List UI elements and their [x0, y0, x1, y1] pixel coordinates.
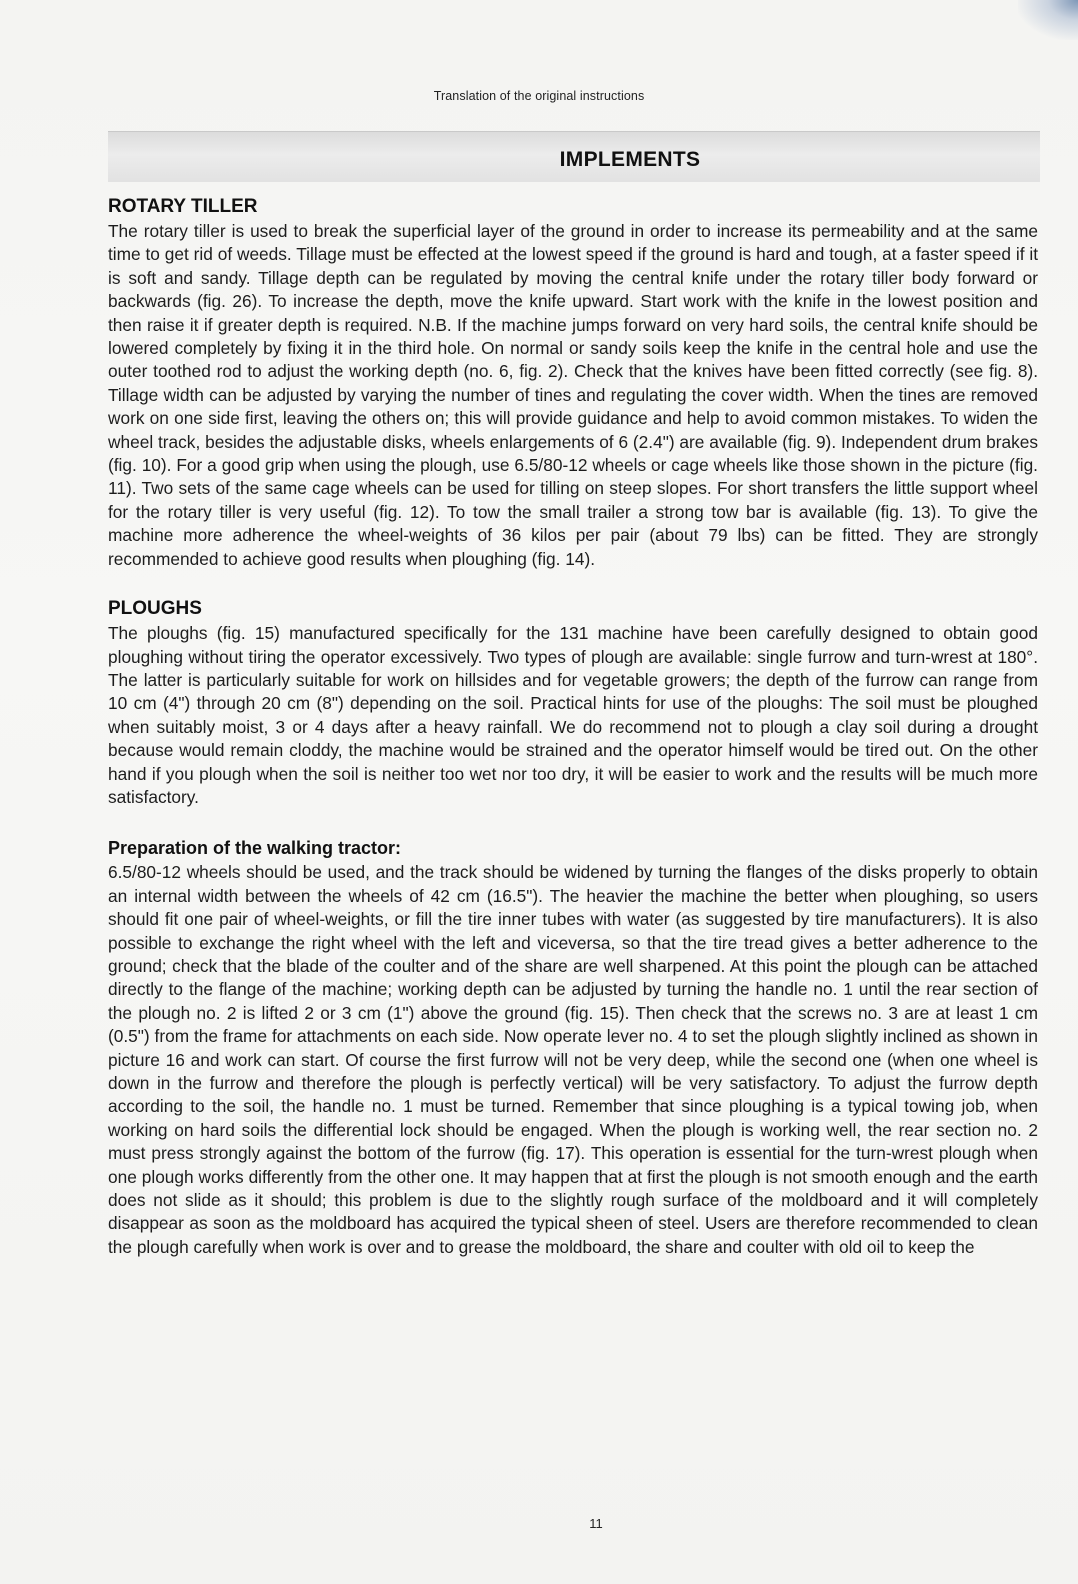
header-note: Translation of the original instructions: [433, 89, 645, 103]
rotary-tiller-section: [108, 196, 1038, 571]
ploughs-heading: PLOUGHS: [108, 598, 202, 620]
ploughs-paragraph: The ploughs (fig. 15) manufactured specifically for the 131 machine have been carefully designed to obtain good ploughing without tiring the operator excessively. Two types of plough are available: single furrow and turn-wrest at 180°. The latter is particularly suitable for work on hillsides and for vegetable growers; the depth of the furrow can range from 10 cm (4") through 20 cm (8") depending on the soil. Practical hints for use of the ploughs: The soil must be ploughed when suitably moist, 3 or 4 days after a heavy rainfall. We do recommend not to plough a clay soil during a drought because would remain cloddy, the machine would be strained and the operator himself would be tired out. On the other hand if you plough when the soil is neither too wet nor too dry, it will be easier to work and the results will be much more satisfactory.: [108, 623, 1038, 807]
section-title: IMPLEMENTS: [559, 148, 701, 171]
rotary-tiller-heading: ROTARY TILLER: [108, 196, 258, 217]
page-content: [108, 196, 1038, 1259]
preparation-section: [108, 837, 1038, 1259]
rotary-tiller-paragraph: The rotary tiller is used to break the superficial layer of the ground in order to increase its permeability and at the same time to get rid of weeds. Tillage must be effected at the lowest speed if the ground is hard and tough, at a faster speed if it is soft and sandy. Tillage depth can be regulated by moving the central knife under the rotary tiller body forward or backwards (fig. 26). To increase the depth, move the knife upward. Start work with the knife in the lowest position and then raise it if greater depth is required. N.B. If the machine jumps forward on very hard soils, the central knife should be lowered completely by fixing it in the third hole. On normal or sandy soils keep the knife in the central hole and use the outer toothed rod to adjust the working depth (no. 6, fig. 2). Check that the knives have been fitted correctly (see fig. 8). Tillage width can be adjusted by varying the number of tines and regulating the cover width. When the tines are removed work on one side first, leaving the others on; this will provide guidance and help to avoid common mistakes. To widen the wheel track, besides the adjustable disks, wheels enlargements of 6 (2.4") are available (fig. 9). Independent drum brakes (fig. 10). For a good grip when using the plough, use 6.5/80-12 wheels or cage wheels like those shown in the picture (fig. 11). Two sets of the same cage wheels can be used for tilling on steep slopes. For short transfers the little support wheel for the rotary tiller is very useful (fig. 12). To tow the small trailer a strong tow bar is available (fig. 13). To give the machine more adherence the wheel-weights of 36 kilos per pair (about 79 lbs) can be fitted. They are strongly recommended to achieve good results when ploughing (fig. 14).: [108, 221, 1038, 569]
ploughs-section: [108, 598, 1038, 809]
preparation-paragraph: 6.5/80-12 wheels should be used, and the track should be widened by turning the flanges of the disks properly to obtain an internal width between the wheels of 42 cm (16.5"). The heavier the machine the better when ploughing, so users should fit one pair of wheel-weights, or fill the tire inner tubes with water (as suggested by tire manufacturers). It is also possible to exchange the right wheel with the left and viceversa, so that the tire tread gives a better adherence to the ground; check that the blade of the coulter and of the share are well sharpened. At this point the plough can be attached directly to the flange of the machine; working depth can be adjusted by turning the handle no. 1 until the rear section of the plough no. 2 is lifted 2 or 3 cm (1") above the ground (fig. 15). Then check that the screws no. 3 are at least 1 cm (0.5") from the frame for attachments on each side. Now operate lever no. 4 to set the plough slightly inclined as shown in picture 16 and work can start. Of course the first furrow will not be very deep, while the second one (when one wheel is down in the furrow and therefore the plough is perfectly vertical) will be very satisfactory. To adjust the furrow depth according to the soil, the handle no. 1 must be turned. Remember that since ploughing is a typical towing job, when working on hard soils the differential lock should be engaged. When the plough is working well, the rear section no. 2 must press strongly against the bottom of the furrow (fig. 17). This operation is essential for the turn-wrest plough when one plough works differently from the other one. It may happen that at first the plough is not smooth enough and the earth does not slide as it should; this problem is due to the slightly rough surface of the moldboard and it will completely disappear as soon as the moldboard has acquired the typical sheen of steel. Users are therefore recommended to clean the plough carefully when work is over and to grease the moldboard, the share and coulter with old oil to keep the: [108, 862, 1038, 1257]
section-gap: [108, 571, 1038, 598]
page-corner-shadow: [1018, 0, 1078, 40]
preparation-heading: Preparation of the walking tractor:: [108, 838, 402, 859]
page-number: 11: [589, 1516, 603, 1531]
section-gap: [108, 809, 1038, 837]
